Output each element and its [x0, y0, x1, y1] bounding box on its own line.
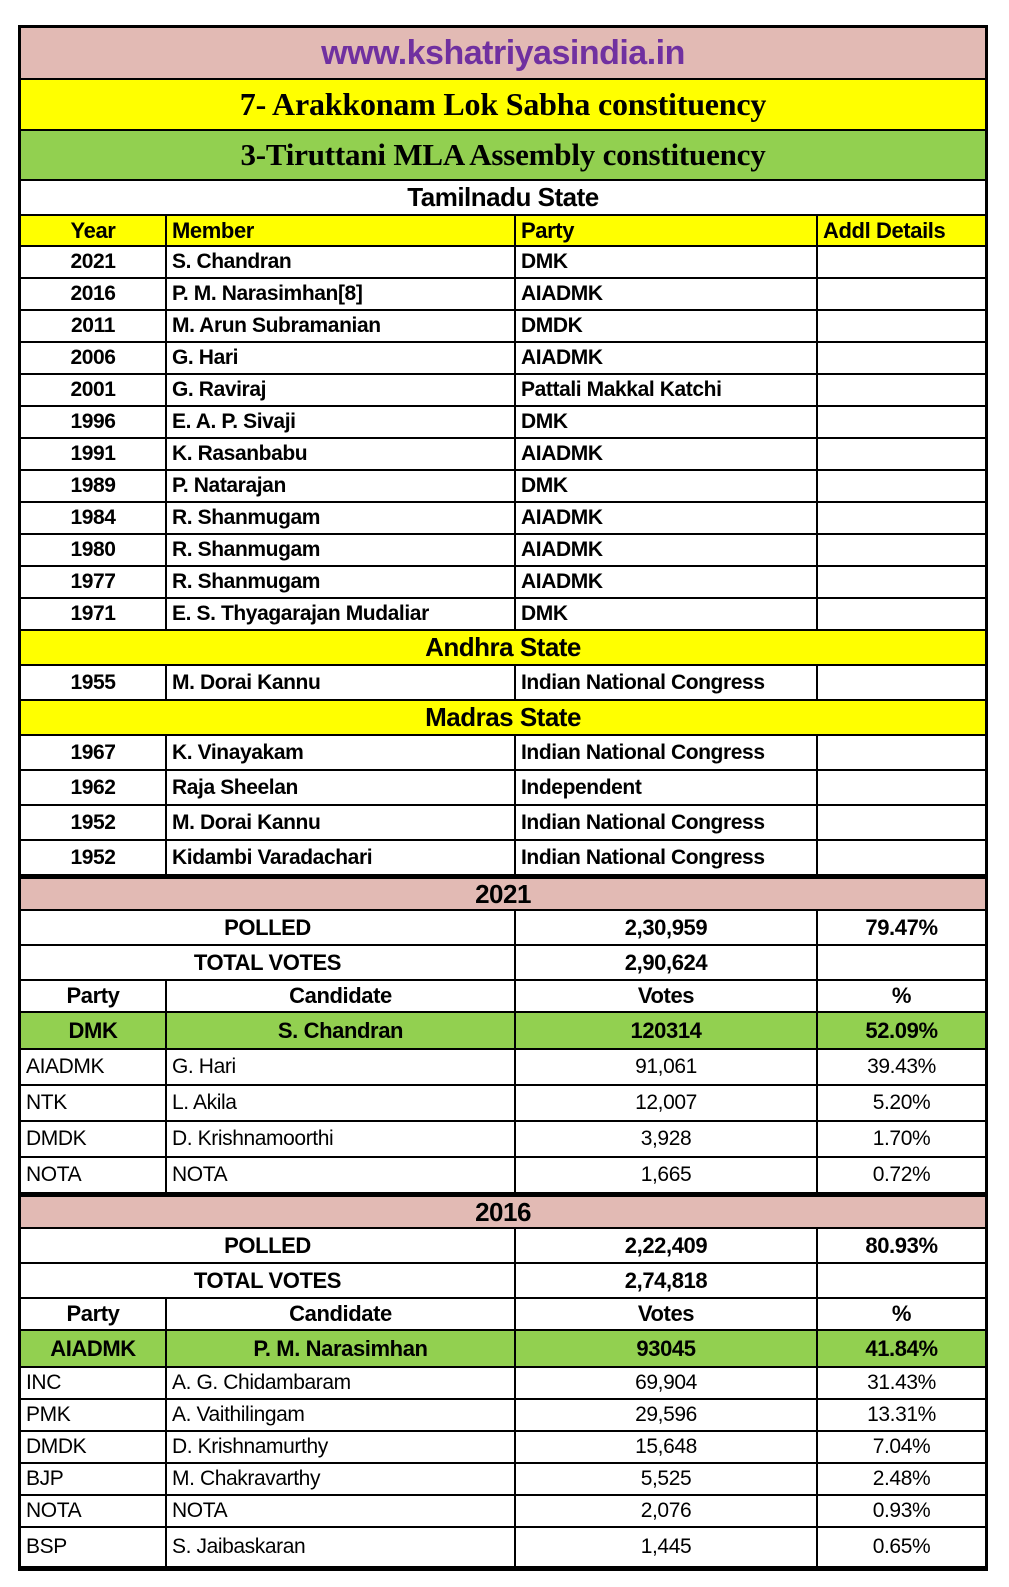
lok-sabha-title-band [21, 80, 985, 131]
year-cell: 1996 [21, 407, 167, 439]
result-percent: 1.70% [818, 1122, 985, 1158]
result-candidate: D. Krishnamoorthi [167, 1122, 516, 1158]
result-percent: 7.04% [818, 1432, 985, 1464]
year-cell: 1984 [21, 503, 167, 535]
results-header-party: Party [21, 981, 167, 1013]
state-banner-andhra-state [21, 631, 985, 666]
result-row [21, 1528, 985, 1568]
party-cell: AIADMK [516, 503, 818, 535]
result-row [21, 1086, 985, 1122]
result-percent: 0.93% [818, 1496, 985, 1528]
member-row [21, 407, 985, 439]
member-cell: K. Vinayakam [167, 736, 516, 771]
party-cell: AIADMK [516, 279, 818, 311]
result-percent: 5.20% [818, 1086, 985, 1122]
member-row [21, 375, 985, 407]
election-year-band [21, 1194, 985, 1229]
year-cell: 1952 [21, 806, 167, 841]
election-results [21, 876, 985, 1568]
result-row [21, 1368, 985, 1400]
member-row [21, 439, 985, 471]
election-data-sheet [18, 25, 988, 1571]
result-candidate: A. G. Chidambaram [167, 1368, 516, 1400]
website-url: www.kshatriyasindia.in [321, 33, 685, 72]
result-votes: 69,904 [516, 1368, 818, 1400]
year-cell: 2006 [21, 343, 167, 375]
result-party: INC [21, 1368, 167, 1400]
winner-row [21, 1331, 985, 1368]
results-header-percent: % [818, 1299, 985, 1331]
addl-cell [818, 666, 985, 701]
addl-cell [818, 841, 985, 876]
member-cell: G. Raviraj [167, 375, 516, 407]
member-row [21, 503, 985, 535]
result-percent: 41.84% [818, 1331, 985, 1368]
year-cell: 1971 [21, 599, 167, 631]
result-party: DMDK [21, 1122, 167, 1158]
member-cell: R. Shanmugam [167, 503, 516, 535]
members-header-party: Party [516, 216, 818, 247]
results-header-percent: % [818, 981, 985, 1013]
member-row [21, 736, 985, 771]
result-row [21, 1496, 985, 1528]
party-cell: Indian National Congress [516, 666, 818, 701]
result-candidate: A. Vaithilingam [167, 1400, 516, 1432]
year-cell: 1967 [21, 736, 167, 771]
state-banner-label: Madras State [425, 702, 581, 732]
election-year-label: 2021 [475, 878, 531, 909]
result-row [21, 1432, 985, 1464]
result-candidate: M. Chakravarthy [167, 1464, 516, 1496]
member-cell: E. S. Thyagarajan Mudaliar [167, 599, 516, 631]
result-row [21, 1464, 985, 1496]
polled-row [21, 911, 985, 946]
total-votes-value: 2,74,818 [516, 1264, 818, 1299]
members-header-row [21, 216, 985, 247]
member-cell: Raja Sheelan [167, 771, 516, 806]
year-cell: 1952 [21, 841, 167, 876]
result-candidate: NOTA [167, 1496, 516, 1528]
member-cell: R. Shanmugam [167, 535, 516, 567]
result-row [21, 1158, 985, 1194]
addl-cell [818, 471, 985, 503]
member-cell: G. Hari [167, 343, 516, 375]
party-cell: AIADMK [516, 439, 818, 471]
polled-label: POLLED [21, 911, 516, 946]
member-cell: P. Natarajan [167, 471, 516, 503]
member-cell: M. Dorai Kannu [167, 666, 516, 701]
addl-cell [818, 771, 985, 806]
election-table-2021 [21, 876, 985, 1194]
party-cell: Indian National Congress [516, 806, 818, 841]
party-cell: Pattali Makkal Katchi [516, 375, 818, 407]
party-cell: AIADMK [516, 567, 818, 599]
result-candidate: S. Chandran [167, 1013, 516, 1050]
party-cell: Indian National Congress [516, 841, 818, 876]
polled-label: POLLED [21, 1229, 516, 1264]
result-percent: 31.43% [818, 1368, 985, 1400]
result-party: NTK [21, 1086, 167, 1122]
polled-row [21, 1229, 985, 1264]
addl-cell [818, 535, 985, 567]
member-row [21, 247, 985, 279]
total-votes-row [21, 946, 985, 981]
result-percent: 13.31% [818, 1400, 985, 1432]
result-candidate: G. Hari [167, 1050, 516, 1086]
results-header-votes: Votes [516, 1299, 818, 1331]
year-cell: 1989 [21, 471, 167, 503]
members-header-member: Member [167, 216, 516, 247]
result-votes: 120314 [516, 1013, 818, 1050]
party-cell: Independent [516, 771, 818, 806]
total-votes-percent [818, 946, 985, 981]
member-cell: P. M. Narasimhan[8] [167, 279, 516, 311]
addl-cell [818, 343, 985, 375]
total-votes-value: 2,90,624 [516, 946, 818, 981]
result-votes: 2,076 [516, 1496, 818, 1528]
result-candidate: L. Akila [167, 1086, 516, 1122]
total-votes-percent [818, 1264, 985, 1299]
polled-votes: 2,30,959 [516, 911, 818, 946]
member-row [21, 599, 985, 631]
results-header-votes: Votes [516, 981, 818, 1013]
total-votes-label: TOTAL VOTES [21, 1264, 516, 1299]
result-votes: 5,525 [516, 1464, 818, 1496]
member-row [21, 567, 985, 599]
year-cell: 1980 [21, 535, 167, 567]
assembly-title: 3-Tiruttani MLA Assembly constituency [240, 137, 766, 172]
addl-cell [818, 279, 985, 311]
party-cell: AIADMK [516, 343, 818, 375]
result-party: NOTA [21, 1158, 167, 1194]
result-candidate: S. Jaibaskaran [167, 1528, 516, 1568]
lok-sabha-title: 7- Arakkonam Lok Sabha constituency [239, 86, 767, 122]
results-header-candidate: Candidate [167, 1299, 516, 1331]
party-cell: DMDK [516, 311, 818, 343]
party-cell: Indian National Congress [516, 736, 818, 771]
result-party: AIADMK [21, 1331, 167, 1368]
polled-percent: 79.47% [818, 911, 985, 946]
members-header-addl: Addl Details [818, 216, 985, 247]
member-row [21, 535, 985, 567]
member-row [21, 279, 985, 311]
addl-cell [818, 375, 985, 407]
member-cell: S. Chandran [167, 247, 516, 279]
election-year-label: 2016 [475, 1196, 531, 1227]
addl-cell [818, 247, 985, 279]
result-votes: 15,648 [516, 1432, 818, 1464]
website-band [21, 28, 985, 80]
year-cell: 1977 [21, 567, 167, 599]
member-cell: E. A. P. Sivaji [167, 407, 516, 439]
result-votes: 3,928 [516, 1122, 818, 1158]
party-cell: DMK [516, 407, 818, 439]
year-cell: 1955 [21, 666, 167, 701]
members-header-year: Year [21, 216, 167, 247]
results-header-row [21, 1299, 985, 1331]
result-candidate: NOTA [167, 1158, 516, 1194]
result-votes: 91,061 [516, 1050, 818, 1086]
members-rows [21, 247, 985, 876]
state-banner-label: Andhra State [425, 632, 581, 662]
member-cell: M. Dorai Kannu [167, 806, 516, 841]
polled-votes: 2,22,409 [516, 1229, 818, 1264]
year-cell: 2021 [21, 247, 167, 279]
election-table-2016 [21, 1194, 985, 1568]
member-row [21, 471, 985, 503]
year-cell: 1962 [21, 771, 167, 806]
result-row [21, 1400, 985, 1432]
result-candidate: D. Krishnamurthy [167, 1432, 516, 1464]
winner-row [21, 1013, 985, 1050]
year-cell: 2016 [21, 279, 167, 311]
result-row [21, 1050, 985, 1086]
result-party: PMK [21, 1400, 167, 1432]
party-cell: DMK [516, 471, 818, 503]
addl-cell [818, 503, 985, 535]
member-row [21, 666, 985, 701]
election-year-band [21, 876, 985, 911]
result-percent: 39.43% [818, 1050, 985, 1086]
results-header-candidate: Candidate [167, 981, 516, 1013]
member-cell: K. Rasanbabu [167, 439, 516, 471]
result-votes: 29,596 [516, 1400, 818, 1432]
state-banner-tamilnadu [21, 181, 985, 216]
result-row [21, 1122, 985, 1158]
result-candidate: P. M. Narasimhan [167, 1331, 516, 1368]
polled-percent: 80.93% [818, 1229, 985, 1264]
party-cell: DMK [516, 599, 818, 631]
addl-cell [818, 439, 985, 471]
assembly-title-band [21, 131, 985, 181]
result-party: NOTA [21, 1496, 167, 1528]
total-votes-row [21, 1264, 985, 1299]
addl-cell [818, 567, 985, 599]
result-percent: 2.48% [818, 1464, 985, 1496]
result-percent: 0.65% [818, 1528, 985, 1568]
member-row [21, 841, 985, 876]
total-votes-label: TOTAL VOTES [21, 946, 516, 981]
result-party: BJP [21, 1464, 167, 1496]
results-header-party: Party [21, 1299, 167, 1331]
party-cell: AIADMK [516, 535, 818, 567]
result-votes: 12,007 [516, 1086, 818, 1122]
member-row [21, 311, 985, 343]
results-header-row [21, 981, 985, 1013]
result-votes: 1,665 [516, 1158, 818, 1194]
result-percent: 52.09% [818, 1013, 985, 1050]
member-cell: M. Arun Subramanian [167, 311, 516, 343]
result-votes: 93045 [516, 1331, 818, 1368]
member-row [21, 771, 985, 806]
addl-cell [818, 311, 985, 343]
result-votes: 1,445 [516, 1528, 818, 1568]
addl-cell [818, 599, 985, 631]
member-row [21, 343, 985, 375]
result-party: DMDK [21, 1432, 167, 1464]
party-cell: DMK [516, 247, 818, 279]
member-row [21, 806, 985, 841]
addl-cell [818, 806, 985, 841]
year-cell: 1991 [21, 439, 167, 471]
state-banner-madras-state [21, 701, 985, 736]
state-banner-label: Tamilnadu State [407, 182, 599, 212]
result-percent: 0.72% [818, 1158, 985, 1194]
result-party: AIADMK [21, 1050, 167, 1086]
member-cell: Kidambi Varadachari [167, 841, 516, 876]
year-cell: 2001 [21, 375, 167, 407]
addl-cell [818, 736, 985, 771]
member-cell: R. Shanmugam [167, 567, 516, 599]
year-cell: 2011 [21, 311, 167, 343]
addl-cell [818, 407, 985, 439]
result-party: BSP [21, 1528, 167, 1568]
result-party: DMK [21, 1013, 167, 1050]
